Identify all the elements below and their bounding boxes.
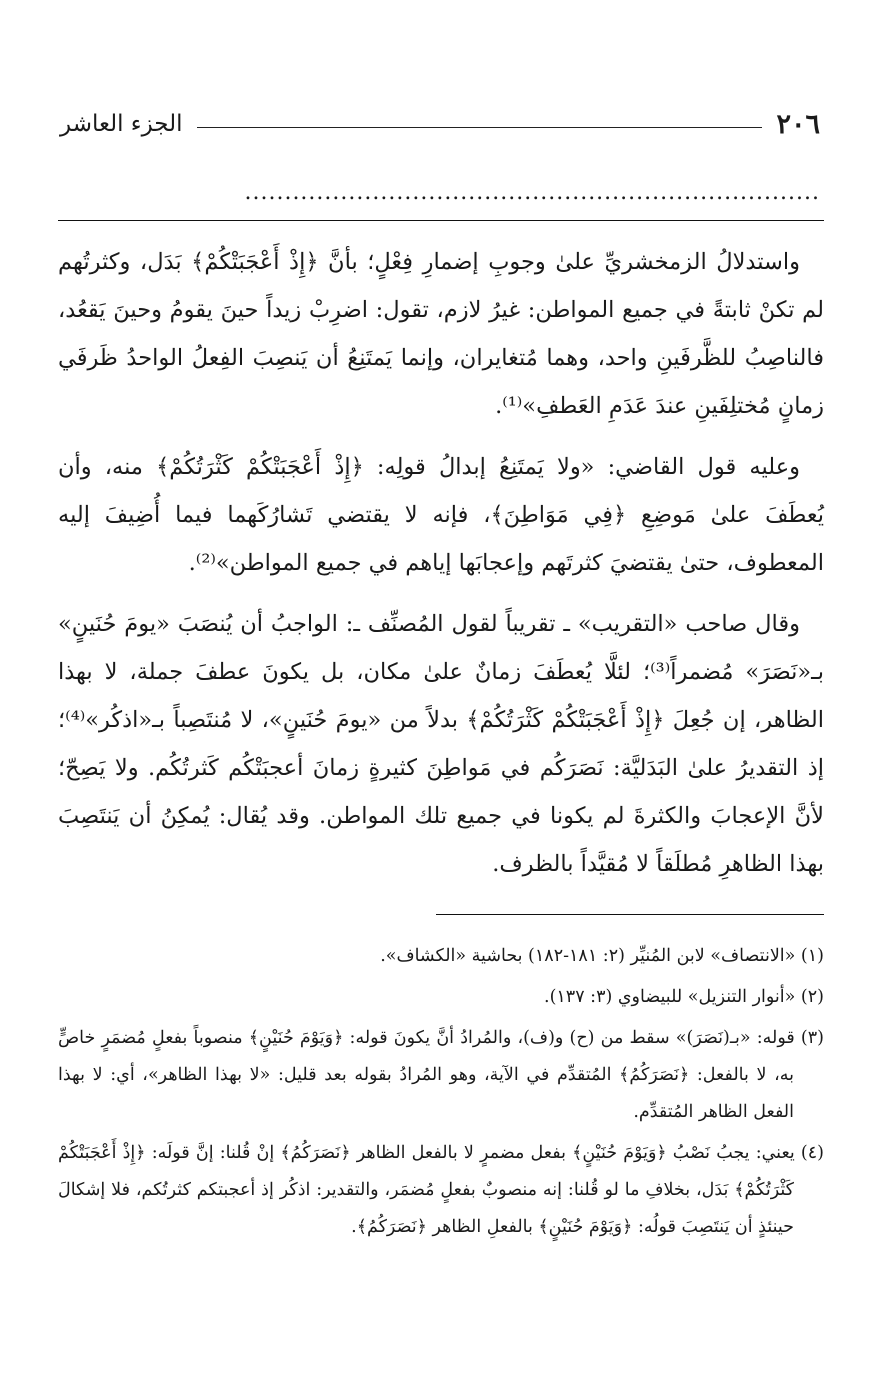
ellipsis-separator: ........................................................................ (244, 180, 820, 205)
paragraph-3: وقال صاحب «التقريب» ـ تقريباً لقول المُصنِّف ـ: الواجبُ أن يُنصَبَ «يومَ حُنَينٍ» بـ«نَصَرَ» مُضمراً⁽³⁾؛ لئلَّا يُعطَفَ زمانٌ علىٰ مكان، بل يكونَ عطفَ جملة، لا بهذا الظاهر، إن جُعِلَ ﴿إِذْ أَعْجَبَتْكُمْ كَثْرَتُكُمْ﴾ بدلاً من «يومَ حُنَينٍ»، لا مُنتَصِباً بـ«اذكُر»⁽⁴⁾؛ إذ التقديرُ علىٰ البَدَليَّة: نَصَرَكُم في مَواطِنَ كثيرةٍ زمانَ أعجبَتْكُم كَثرتُكُم. ولا يَصِحّ؛ لأنَّ الإعجابَ والكثرةَ لم يكونا في جميع تلك المواطن. وقد يُقال: يُمكِنُ أن يَنتَصِبَ بهذا الظاهرِ مُطلَقاً لا مُقيَّداً بالظرف. (58, 611, 824, 877)
header-line (197, 127, 763, 128)
paragraph-2: وعليه قول القاضي: «ولا يَمتَنِعُ إبدالُ قولِه: ﴿إِذْ أَعْجَبَتْكُمْ كَثْرَتُكُمْ﴾ منه، وأن يُعطَفَ علىٰ مَوضِعِ ﴿فِي مَوَاطِنَ﴾، فإنه لا يقتضي تَشارُكَهما فيما أُضِيفَ إليه المعطوف، حتىٰ يقتضيَ كثرتَهم وإعجابَها إياهم في جميع المواطن»⁽²⁾. (58, 454, 824, 576)
footnote-1: (١) «الانتصاف» لابن المُنيِّر (٢: ١٨١-١٨٢) بحاشية «الكشاف». (380, 946, 824, 966)
running-header (60, 104, 820, 144)
footnote-4: (٤) يعني: يجبُ نَصْبُ ﴿وَيَوْمَ حُنَيْنٍ﴾ بفعل مضمرٍ لا بالفعل الظاهر ﴿نَصَرَكُمُ﴾ إنْ قُلنا: إنَّ قولَه: ﴿إِذْ أَعْجَبَتْكُمْ كَثْرَتُكُمْ﴾ بَدَل، بخلافِ ما لو قُلنا: إنه منصوبٌ بفعلٍ مُضمَر، والتقدير: اذكُر إذ أعجبتكم كثرتُكم، فلا إشكالَ حينئذٍ أن يَنتَصِبَ قولُه: ﴿وَيَوْمَ حُنَيْنٍ﴾ بالفعلِ الظاهر ﴿نَصَرَكُمُ﴾. (58, 1143, 824, 1237)
footnotes (58, 938, 824, 1250)
footnote-rule (436, 914, 824, 915)
paragraph-1: واستدلالُ الزمخشريِّ علىٰ وجوبِ إضمارِ فِعْلٍ؛ بأنَّ ﴿إِذْ أَعْجَبَتْكُمْ﴾ بَدَل، وكثرتُهم لم تكنْ ثابتةً في جميع المواطن: غيرُ لازم، تقول: اضرِبْ زيداً حينَ يقومُ وحينَ يَقعُد، فالناصِبُ للظَّرفَينِ واحد، وهما مُتغايران، وإنما يَمتَنِعُ أن يَنصِبَ الفِعلُ الواحدُ ظَرفَي زمانٍ مُختلِفَينِ عندَ عَدَمِ العَطفِ»⁽¹⁾. (58, 249, 824, 419)
page-number: ٢٠٦ (776, 108, 820, 140)
footnote-2: (٢) «أنوار التنزيل» للبيضاوي (٣: ١٣٧). (544, 987, 824, 1007)
main-text (58, 238, 824, 901)
footnote-3: (٣) قوله: «بـ(نَصَرَ)» سقط من (ح) و(ف)، والمُرادُ أنَّ يكونَ قوله: ﴿وَيَوْمَ حُنَيْنٍ﴾ منصوباً بفعلٍ مُضمَرٍ خاصٍّ به، لا بالفعل: ﴿نَصَرَكُمُ﴾ المُتقدِّم في الآية، وهو المُرادُ بقوله بعد قليل: «لا بهذا الظاهر»، أي: لا بهذا الفعل الظاهر المُتقدِّم. (58, 1028, 824, 1122)
top-rule (58, 220, 824, 221)
running-title: الجزء العاشر (60, 111, 183, 137)
